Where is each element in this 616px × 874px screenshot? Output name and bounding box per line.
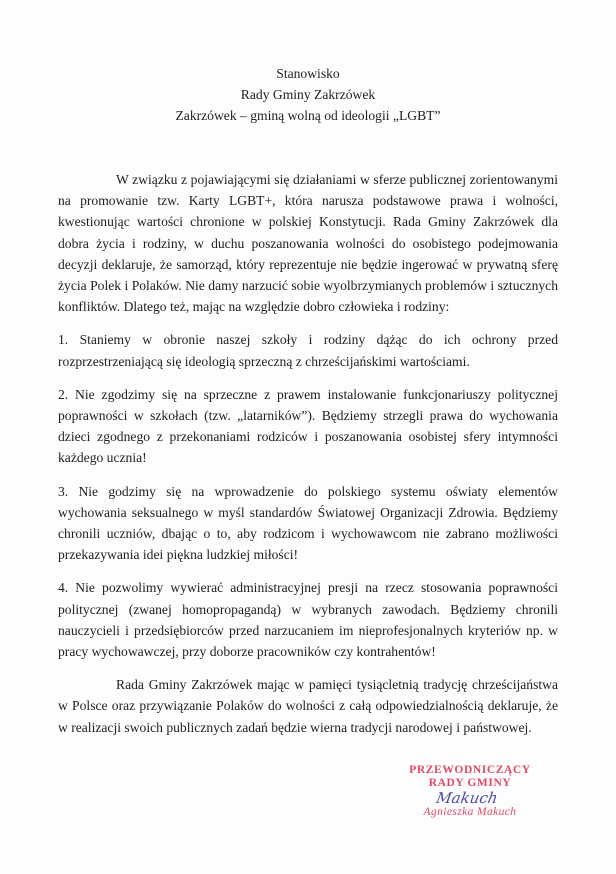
stamp-name: Agnieszka Makuch	[423, 806, 517, 818]
header-title: Stanowisko	[276, 66, 340, 81]
header-issuer: Rady Gminy Zakrzówek	[240, 87, 376, 102]
closing-paragraph: Rada Gminy Zakrzówek mając w pamięci tysiącletnią tradycję chrześcijaństwa w Polsce oraz przywiązanie Polaków do wolności z całą odpowiedzialnością deklaruje, że w realizacji swoich publicznych zadań będzie wierna tradycji narodowej i państwowej.	[58, 677, 558, 735]
stamp-subtitle: RADY GMINY	[428, 777, 512, 789]
point-3-paragraph: 3. Nie godzimy się na wprowadzenie do polskiego systemu oświaty elementów wychowania seksualnego w myśl standardów Światowej Organizacji Zdrowia. Będziemy chronili uczniów, dbając o to, aby rodzicom i wychowawcom nie zabrano możliwości przekazywania idei piękna ludzkiej miłości!	[58, 483, 558, 563]
point-4-paragraph: 4. Nie pozwolimy wywierać administracyjnej presji na rzecz stosowania poprawności politycznej (zwanej homopropagandą) w wybranych zawodach. Będziemy chronili nauczycieli i przedsiębiorców przed narzucaniem im nieprofesjonalnych kryteriów np. w pracy wychowawczej, przy doborze pracowników czy kontrahentów!	[58, 580, 558, 660]
signature-stamp	[395, 764, 545, 818]
document-header	[0, 63, 616, 126]
intro-paragraph: W związku z pojawiającymi się działaniami w sferze publicznej zorientowanymi na promowanie tzw. Karty LGBT+, która narusza podstawowe prawa i wolności, kwestionując wartości chronione w polskiej Konstytucji. Rada Gminy Zakrzówek dla dobra życia i rodziny, w duchu poszanowania wolności do osobistego podejmowania decyzji deklaruje, że samorząd, który reprezentuje nie będzie ingerować w prywatną sferę życia Polek i Polaków. Nie damy narzucić sobie wyolbrzymianych problemów i sztucznych konfliktów. Dlatego też, mając na względzie dobro człowieka i rodziny:	[58, 172, 558, 315]
stamp-title: PRZEWODNICZĄCY	[409, 764, 531, 776]
point-1-paragraph: 1. Staniemy w obronie naszej szkoły i rodziny dążąc do ich ochrony przed rozprzestrzeniającą się ideologią sprzeczną z chrześcijańskimi wartościami.	[58, 332, 558, 369]
point-2-paragraph: 2. Nie zgodzimy się na sprzeczne z prawem instalowanie funkcjonariuszy politycznej poprawności w szkołach (tzw. „latarników”). Będziemy strzegli prawa do wychowania dzieci zgodnego z przekonaniami rodziców i poszanowania osobistej sfery intymności każdego ucznia!	[58, 386, 558, 466]
header-subject: Zakrzówek – gminą wolną od ideologii „LGBT”	[175, 108, 441, 123]
document-body	[58, 169, 558, 750]
handwritten-signature: Makuch	[434, 789, 500, 807]
